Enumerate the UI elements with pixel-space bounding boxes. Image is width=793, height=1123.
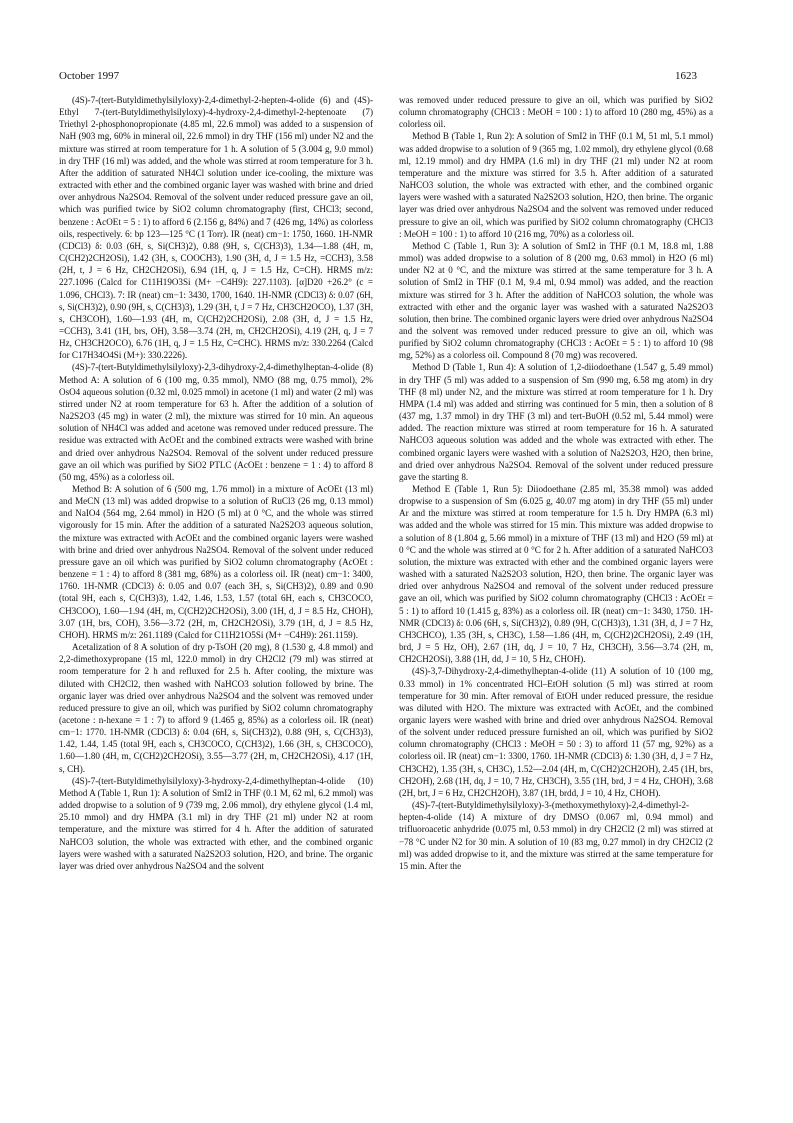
paragraph-method-b: Method B (Table 1, Run 2): A solution of SmI2 in THF (0.1 M, 51 ml, 5.1 mmol) was added dropwise to a solution of 9 (365 mg, 1.02 mmol), dry ethylene glycol (0.68 ml, 12.19 mmol) and dry HMPA (1.6 ml) in dry THF (21 ml) under N2 at room temperature and the mixture was stirred for 3.5 h. After addition of a saturated NaHCO3 solution, the whole was extracted with ether, and the combined organic layers were washed with a saturated Na2S2O3 solution, H2O, then brine. The organic layer was dried over anhydrous Na2SO4 and the solvent was removed under reduced pressure to give an oil, which was purified by SiO2 column chromatography (CHCl3 : MeOH = 100 : 1) to afford 10 (216 mg, 70%) as a colorless oil. bbox=[399, 131, 713, 239]
paragraph-method-a-continued: was removed under reduced pressure to give an oil, which was purified by SiO2 column chromatography (CHCl3 : MeOH = 100 : 1) to afford 10 (280 mg, 45%) as a colorless oil. bbox=[399, 95, 713, 130]
paragraph-method-c: Method C (Table 1, Run 3): A solution of SmI2 in THF (0.1 M, 18.8 ml, 1.88 mmol) was added dropwise to a solution of 8 (200 mg, 0.63 mmol) in H2O (6 ml) under N2 at 0 °C, and the mixture was stirred at the same temperature for 3 h. A solution of SmI2 in THF (0.1 M, 9.4 ml, 0.94 mmol) was added, and the reaction mixture was stirred for 3 h. After the addition of NaHCO3 solution, the whole was extracted with ether and the organic layer was washed with a saturated Na2S2O3 solution, then brine. The combined organic layers were dried over anhydrous Na2SO4 and the solvent was removed under reduced pressure to give an oil, which was purified by SiO2 column chromatography (CHCl3 : AcOEt = 5 : 1) to afford 10 (98 mg, 52%) as a colorless oil. Compound 8 (70 mg) was recovered. bbox=[399, 240, 713, 361]
paragraph-method-e: Method E (Table 1, Run 5): Diiodoethane (2.85 ml, 35.38 mmol) was added dropwise to a suspension of Sm (6.025 g, 40.07 mg atom) in dry THF (55 ml) under Ar and the mixture was stirred at room temperature for 1.5 h. Dry HMPA (6.3 ml) was added and the whole was stirred for 15 min. This mixture was added dropwise to a solution of 8 (1.804 g, 5.66 mmol) in a mixture of THF (13 ml) and H2O (59 ml) at 0 °C and the whole was stirred at 0 °C for 2 h. After addition of a saturated NaHCO3 solution, the mixture was extracted with ether and the combined organic layers were washed with a saturated Na2S2O3 solution, H2O, then brine. The organic layer was dried over anhydrous Na2SO4 and removal of the solvent under reduced pressure gave an oil, which was purified by SiO2 column chromatography (CHCl3 : AcOEt = 5 : 1) to afford 10 (1.415 g, 83%) as a colorless oil. IR (neat) cm−1: 3430, 1750. 1H-NMR (CDCl3) δ: 0.06 (6H, s, Si(CH3)2), 0.89 (9H, C(CH3)3), 1.31 (3H, d, J = 7 Hz, CH3CHCO), 1.35 (3H, s, CH3C), 1.58—1.86 (4H, m, C(CH2)2CH2OSi), 2.49 (1H, brd, J = 5 Hz, OH), 2.67 (1H, dq, J = 10, 7 Hz, CH3CH), 3.56—3.74 (2H, m, CH2CH2OSi), 3.88 (1H, dd, J = 10, 5 Hz, CHOH). bbox=[399, 484, 713, 665]
paragraph-method-d: Method D (Table 1, Run 4): A solution of 1,2-diiodoethane (1.547 g, 5.49 mmol) in dry THF (5 ml) was added to a suspension of Sm (990 mg, 6.58 mg atom) in dry THF (8 ml) under N2, and the mixture was stirred at room temperature for 1 h. Dry HMPA (1.4 ml) was added and stirring was continued for 5 min, then a solution of 8 (437 mg, 1.37 mmol) in dry THF (3 ml) and tert-BuOH (0.52 ml, 5.44 mmol) were added. The reaction mixture was stirred at room temperature for 16 h. A saturated NaHCO3 aqueous solution was added and the whole was extracted with ether. The combined organic layers were washed with a solution of Na2S2O3, H2O, then brine, and dried over anhydrous Na2SO4. Removal of the solvent under reduced pressure gave the starting 8. bbox=[399, 362, 713, 482]
paragraph-compounds-6-7: (4S)-7-(tert-Butyldimethylsilyloxy)-2,4-dimethyl-2-hepten-4-olide (6) and (4S)-Ethyl 7-(tert-Butyldimethylsilyloxy)-4-hydroxy-2,4-dimethyl-2-heptenoate (7) Triethyl 2-phosphonopropionate (4.85 ml, 22.6 mmol) was added to a suspension of NaH (903 mg, 60% in mineral oil, 22.6 mmol) in dry THF (156 ml) under N2 and the mixture was stirred at room temperature for 1 h. A solution of 5 (3.004 g, 9.0 mmol) in dry THF (16 ml) was added, and the whole was stirred at room temperature for 3 h. After the addition of saturated NH4Cl solution under ice-cooling, the mixture was extracted with ether and the combined organic layer was washed with brine and dried over anhydrous Na2SO4. Removal of the solvent under reduced pressure gave an oil, which was purified twice by SiO2 column chromatography (first, CHCl3; second, benzene : AcOEt = 5 : 1) to afford 6 (2.156 g, 84%) and 7 (426 mg, 14%) as colorless oils, respectively. 6: bp 123—125 °C (1 Torr). IR (neat) cm−1: 1750, 1660. 1H-NMR (CDCl3) δ: 0.03 (6H, s, Si(CH3)2), 0.88 (9H, s, C(CH3)3), 1.34—1.88 (4H, m, C(CH2)2CH2OSi), 1.42 (3H, s, COOCH3), 1.90 (3H, d, J = 1.5 Hz, =CCH3), 3.58 (2H, t, J = 6 Hz, CH2CH2OSi), 6.94 (1H, q, J = 1.5 Hz, C=CH). HRMS m/z: 227.1096 (Calcd for C11H19O3Si (M+ −C4H9): 227.1103). [α]D20 +26.2° (c = 1.096, CHCl3). 7: IR (neat) cm−1: 3430, 1700, 1640. 1H-NMR (CDCl3) δ: 0.07 (6H, s, Si(CH3)2), 0.90 (9H, s, C(CH3)3), 1.29 (3H, t, J = 7 Hz, CH3CH2OCO), 1.37 (3H, s, CH3COH), 1.60—1.93 (4H, m, C(CH2)2CH2OSi), 2.08 (3H, d, J = 1.5 Hz, =CCH3), 3.41 (1H, brs, OH), 3.58—3.74 (2H, m, CH2CH2OSi), 4.19 (2H, q, J = 7 Hz, CH3CH2OCO), 6.76 (1H, q, J = 1.5 Hz, C=CHC). HRMS m/z: 330.2264 (Calcd for C17H34O4Si (M+): 330.2226). bbox=[59, 95, 373, 361]
paragraph-compound-8-method-b: Method B: A solution of 6 (500 mg, 1.76 mmol) in a mixture of AcOEt (13 ml) and MeCN (13 ml) was added dropwise to a solution of RuCl3 (26 mg, 0.13 mmol) and NaIO4 (564 mg, 2.64 mmol) in H2O (5 ml) at 0 °C, and the whole was stirred vigorously for 15 min. After the addition of a saturated Na2S2O3 aqueous solution, the mixture was extracted with AcOEt and the combined organic layers were washed with brine and dried over anhydrous Na2SO4. Removal of the solvent under reduced pressure gave an oil which was purified by SiO2 column chromatography (AcOEt : benzene = 1 : 4) to afford 8 (381 mg, 68%) as a colorless oil. IR (neat) cm−1: 3400, 1760. 1H-NMR (CDCl3) δ: 0.05 and 0.07 (each 3H, s, Si(CH3)2), 0.89 and 0.90 (total 9H, each s, C(CH3)3), 1.42, 1.46, 1.53, 1.57 (total 6H, each s, CH3COCO, CH3COO), 1.60—1.94 (4H, m, C(CH2)2CH2OSi), 3.00 (1H, d, J = 8.5 Hz, CHOH), 3.07 (1H, brs, COH), 3.56—3.72 (2H, m, CH2CH2OSi), 3.79 (1H, d, J = 8.5 Hz, CHOH). HRMS m/z: 261.1189 (Calcd for C11H21O5Si (M+ −C4H9): 261.1159). bbox=[59, 484, 373, 640]
paragraph-compound-14: (4S)-7-(tert-Butyldimethylsilyloxy)-3-(methoxymethyloxy)-2,4-dimethyl-2-hepten-4-olide (14) A mixture of dry DMSO (0.067 ml, 0.94 mmol) and trifluoroacetic anhydride (0.075 ml, 0.53 mmol) in dry CH2Cl2 (2 ml) was stirred at −78 °C under N2 for 30 min. A solution of 10 (83 mg, 0.27 mmol) in dry CH2Cl2 (2 ml) was added dropwise to it, and the mixture was stirred at the same temperature for 15 min. After the bbox=[399, 800, 713, 871]
paragraph-compound-8-method-a: (4S)-7-(tert-Butyldimethylsilyloxy)-2,3-dihydroxy-2,4-dimethylheptan-4-olide (8) Method A: A solution of 6 (100 mg, 0.35 mmol), NMO (88 mg, 0.75 mmol), 2% OsO4 aqueous solution (0.32 ml, 0.025 mmol) in acetone (1 ml) and water (2 ml) was stirred under N2 at room temperature for 63 h. After the addition of a solution of Na2S2O3 (45 mg) in water (2 ml), the mixture was stirred for 10 min. An aqueous solution of NH4Cl was added and acetone was removed under reduced pressure. The residue was extracted with AcOEt and the combined extracts were washed with brine and dried over anhydrous Na2SO4. Removal of the solvent under reduced pressure gave an oil which was purified by SiO2 PTLC (AcOEt : benzene = 1 : 4) to afford 8 (50 mg, 45%) as a colorless oil. bbox=[59, 362, 373, 482]
paragraph-compound-10-method-a: (4S)-7-(tert-Butyldimethylsilyloxy)-3-hydroxy-2,4-dimethylheptan-4-olide (10) Method A (Table 1, Run 1): A solution of SmI2 in THF (0.1 M, 62 ml, 6.2 mmol) was added dropwise to a solution of 9 (739 mg, 2.06 mmol), dry ethylene glycol (1.4 ml, 25.10 mmol) and dry HMPA (3.1 ml) in dry THF (21 ml) under N2 at room temperature, and the mixture was stirred for 4 h. After the addition of saturated NaHCO3 solution, the whole was extracted with ether, and the combined organic layers were washed with a saturated Na2S2O3 solution, H2O, and brine. The organic layer was dried over anhydrous Na2SO4 and the solvent bbox=[59, 775, 373, 871]
paragraph-acetalization: Acetalization of 8 A solution of dry p-TsOH (20 mg), 8 (1.530 g, 4.8 mmol) and 2,2-dimethoxypropane (15 ml, 122.0 mmol) in dry CH2Cl2 (79 ml) was stirred at room temperature for 2 h and refluxed for 2.5 h. After cooling, the mixture was diluted with CH2Cl2, then washed with NaHCO3 solution followed by brine. The organic layer was dried over anhydrous Na2SO4 and the solvent was removed under reduced pressure to give an oil, which was purified by SiO2 column chromatography (acetone : n-hexane = 1 : 7) to afford 9 (1.465 g, 85%) as a colorless oil. IR (neat) cm−1: 1770. 1H-NMR (CDCl3) δ: 0.04 (6H, s, Si(CH3)2), 0.88 (9H, s, C(CH3)3), 1.42, 1.44, 1.45 (total 9H, each s, CH3COCO, C(CH3)2), 1.66 (3H, s, CH3COCO), 1.60—1.80 (4H, m, C(CH2)2CH2OSi), 3.55—3.77 (2H, m, CH2CH2OSi), 4.17 (1H, s, CH). bbox=[59, 642, 373, 774]
running-header-date: October 1997 bbox=[59, 70, 120, 82]
page-number: 1623 bbox=[675, 70, 697, 82]
left-column bbox=[59, 94, 373, 872]
paragraph-compound-11: (4S)-3,7-Dihydroxy-2,4-dimethylheptan-4-olide (11) A solution of 10 (100 mg, 0.33 mmol) in 1% concentrated HCl–EtOH solution (5 ml) was stirred at room temperature for 30 min. After removal of EtOH under reduced pressure, the residue was diluted with H2O. The mixture was extracted with AcOEt, and the combined organic layers were washed with brine and dried over anhydrous Na2SO4. Removal of the solvent under reduced pressure furnished an oil, which was purified by SiO2 column chromatography (CHCl3 : MeOH = 50 : 3) to afford 11 (57 mg, 92%) as a colorless oil. IR (neat) cm−1: 3300, 1760. 1H-NMR (CDCl3) δ: 1.30 (3H, d, J = 7 Hz, CH3CH2), 1.35 (3H, s, CH3C), 1.52—2.04 (4H, m, C(CH2)2CH2OH), 2.45 (1H, brs, CH2OH), 2.68 (1H, dq, J = 10, 7 Hz, CH3CH), 3.55 (1H, brd, J = 4 Hz, CHOH), 3.68 (2H, brt, J = 6 Hz, CH2CH2OH), 3.87 (1H, brdd, J = 10, 4 Hz, CHOH). bbox=[399, 666, 713, 798]
right-column bbox=[399, 94, 713, 872]
